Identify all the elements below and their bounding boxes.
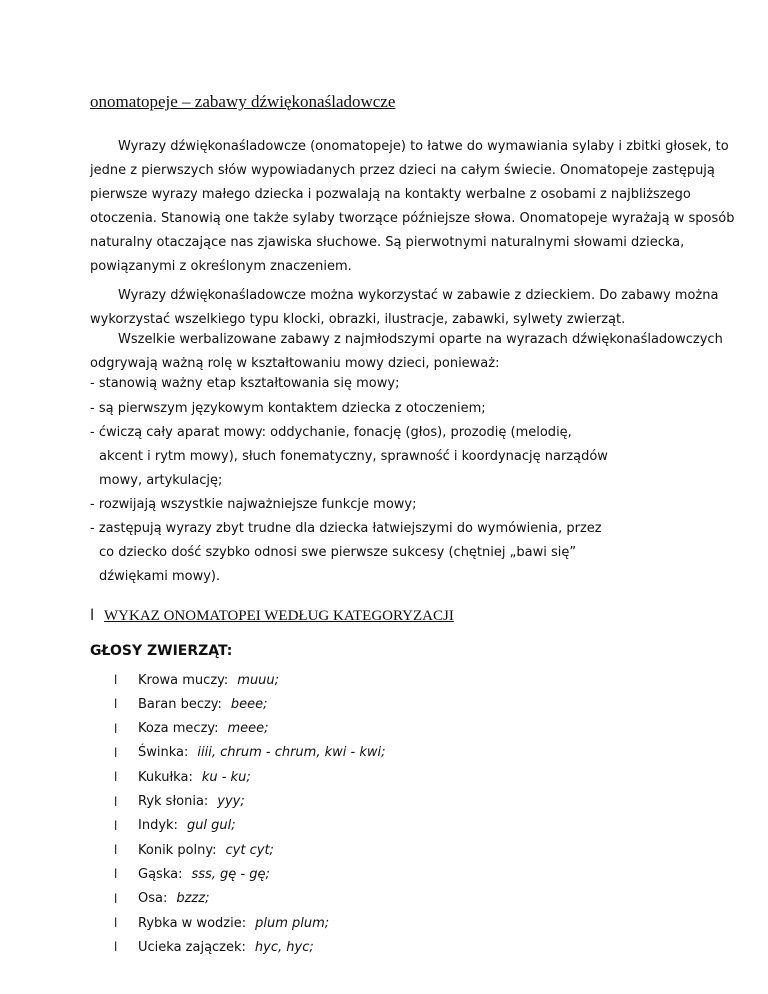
animal-sound-item — [90, 814, 236, 838]
paragraph-line: naturalny otaczające nas zjawiska słuchowe. Są pierwotnymi naturalnymi słowami dziecka, — [90, 235, 685, 250]
bullet-marker: l — [114, 721, 118, 736]
animal-sound: gul gul; — [186, 818, 236, 834]
bullet-marker: l — [114, 843, 118, 858]
animal-sound: muuu; — [237, 672, 280, 688]
animal-sound: sss, gę - gę; — [191, 866, 270, 882]
animal-sound: hyc, hyc; — [254, 939, 314, 955]
bullet-marker: l — [114, 867, 118, 882]
animal-name: Krowa muczy: — [138, 672, 229, 688]
paragraph-line: otoczenia. Stanowią one także sylaby tworzące późniejsze słowa. Onomatopeje wyrażają w sposób — [90, 211, 735, 226]
animal-name: Ucieka zajączek: — [138, 939, 246, 955]
animal-name: Ryk słonia: — [138, 794, 209, 809]
section-heading-text: WYKAZ ONOMATOPEI WEDŁUG KATEGORYZACJI — [104, 608, 454, 624]
bullet-marker: l — [114, 916, 118, 930]
paragraph-line: jedne z pierwszych słów wypowiadanych przez dzieci na całym świecie. Onomatopeje zastępują — [90, 163, 715, 178]
list-item-continuation: akcent i rytm mowy), słuch fonematyczny, sprawność i koordynację narządów — [99, 449, 608, 464]
bullet-marker: l — [114, 891, 118, 906]
animal-sound: bzzz; — [176, 891, 210, 907]
paragraph-line: Wyrazy dźwiękonaśladowcze można wykorzystać w zabawie z dzieckiem. Do zabawy można — [118, 288, 719, 303]
paragraph-importance — [90, 328, 723, 376]
animal-sound-item — [90, 765, 251, 789]
animal-name: Baran beczy: — [138, 696, 222, 712]
animal-sound: beee; — [230, 696, 268, 712]
subsection-heading: GŁOSY ZWIERZĄT: — [90, 643, 233, 659]
animal-sound-item — [90, 838, 274, 862]
list-item-continuation: dźwiękami mowy). — [99, 569, 221, 584]
list-item: - zastępują wyrazy zbyt trudne dla dziecka łatwiejszymi do wymówienia, przez — [90, 521, 602, 536]
bullet-marker: l — [114, 940, 118, 955]
bullet-marker: l — [114, 818, 118, 833]
animal-name: Rybka w wodzie: — [138, 915, 247, 931]
bullet-marker: l — [90, 606, 95, 624]
bullet-marker: l — [114, 673, 118, 687]
bullet-marker: l — [114, 794, 118, 809]
list-item-continuation: co dziecko dość szybko odnosi swe pierwsze sukcesy (chętniej „bawi się” — [99, 545, 577, 560]
paragraph-line: Wszelkie werbalizowane zabawy z najmłodszymi oparte na wyrazach dźwiękonaśladowczych — [118, 332, 723, 347]
paragraph-line: powiązanymi z określonym znaczeniem. — [90, 259, 352, 274]
animal-name: Gąska: — [138, 866, 183, 882]
bullet-marker: l — [114, 697, 118, 712]
paragraph-line: Wyrazy dźwiękonaśladowcze (onomatopeje) to łatwe do wymawiania sylaby i zbitki głosek, to — [118, 139, 729, 154]
animal-sound: meee; — [227, 721, 269, 737]
animal-name: Osa: — [138, 891, 168, 907]
animal-sound-item — [90, 790, 245, 814]
animal-name: Kukułka: — [138, 769, 193, 785]
paragraph-line: odgrywają ważną rolę w kształtowaniu mowy dzieci, ponieważ: — [90, 356, 500, 371]
animal-sound: ku - ku; — [201, 769, 251, 785]
animal-sound-item — [90, 911, 329, 935]
list-item: - są pierwszym językowym kontaktem dziecka z otoczeniem; — [90, 401, 486, 416]
section-heading — [90, 606, 454, 625]
animal-sound: iiii, chrum - chrum, kwi - kwi; — [197, 745, 386, 761]
animal-name: Koza meczy: — [138, 721, 219, 737]
bullet-marker: l — [114, 745, 118, 760]
animal-sound: yyy; — [217, 794, 245, 809]
list-item: - ćwiczą cały aparat mowy: oddychanie, fonację (głos), prozodię (melodię, — [90, 425, 572, 440]
animal-sound: plum plum; — [255, 915, 330, 931]
list-item: - rozwijają wszystkie najważniejsze funkcje mowy; — [90, 497, 417, 512]
list-item: - stanowią ważny etap kształtowania się mowy; — [90, 376, 400, 391]
list-item-continuation: mowy, artykulację; — [99, 473, 223, 488]
animal-sound-item — [90, 887, 209, 911]
paragraph-line: pierwsze wyrazy małego dziecka i pozwalają na kontakty werbalne z osobami z najbliższego — [90, 187, 691, 202]
animal-sound-item — [90, 692, 268, 716]
animal-sound-item — [90, 717, 269, 741]
animal-sound: cyt cyt; — [225, 842, 274, 858]
animal-sound-item — [90, 935, 314, 959]
paragraph-usage — [90, 284, 719, 332]
animal-name: Indyk: — [138, 818, 178, 834]
paragraph-line: wykorzystać wszelkiego typu klocki, obrazki, ilustracje, zabawki, sylwety zwierząt. — [90, 312, 626, 327]
animal-sound-item — [90, 741, 385, 765]
animal-name: Konik polny: — [138, 842, 217, 858]
bullet-marker: l — [114, 770, 118, 785]
animal-sound-item — [90, 862, 270, 886]
animal-sound-item — [90, 668, 279, 692]
paragraph-intro — [90, 135, 735, 279]
document-title: onomatopeje – zabawy dźwiękonaśladowcze — [90, 92, 396, 111]
animal-name: Świnka: — [138, 745, 189, 761]
